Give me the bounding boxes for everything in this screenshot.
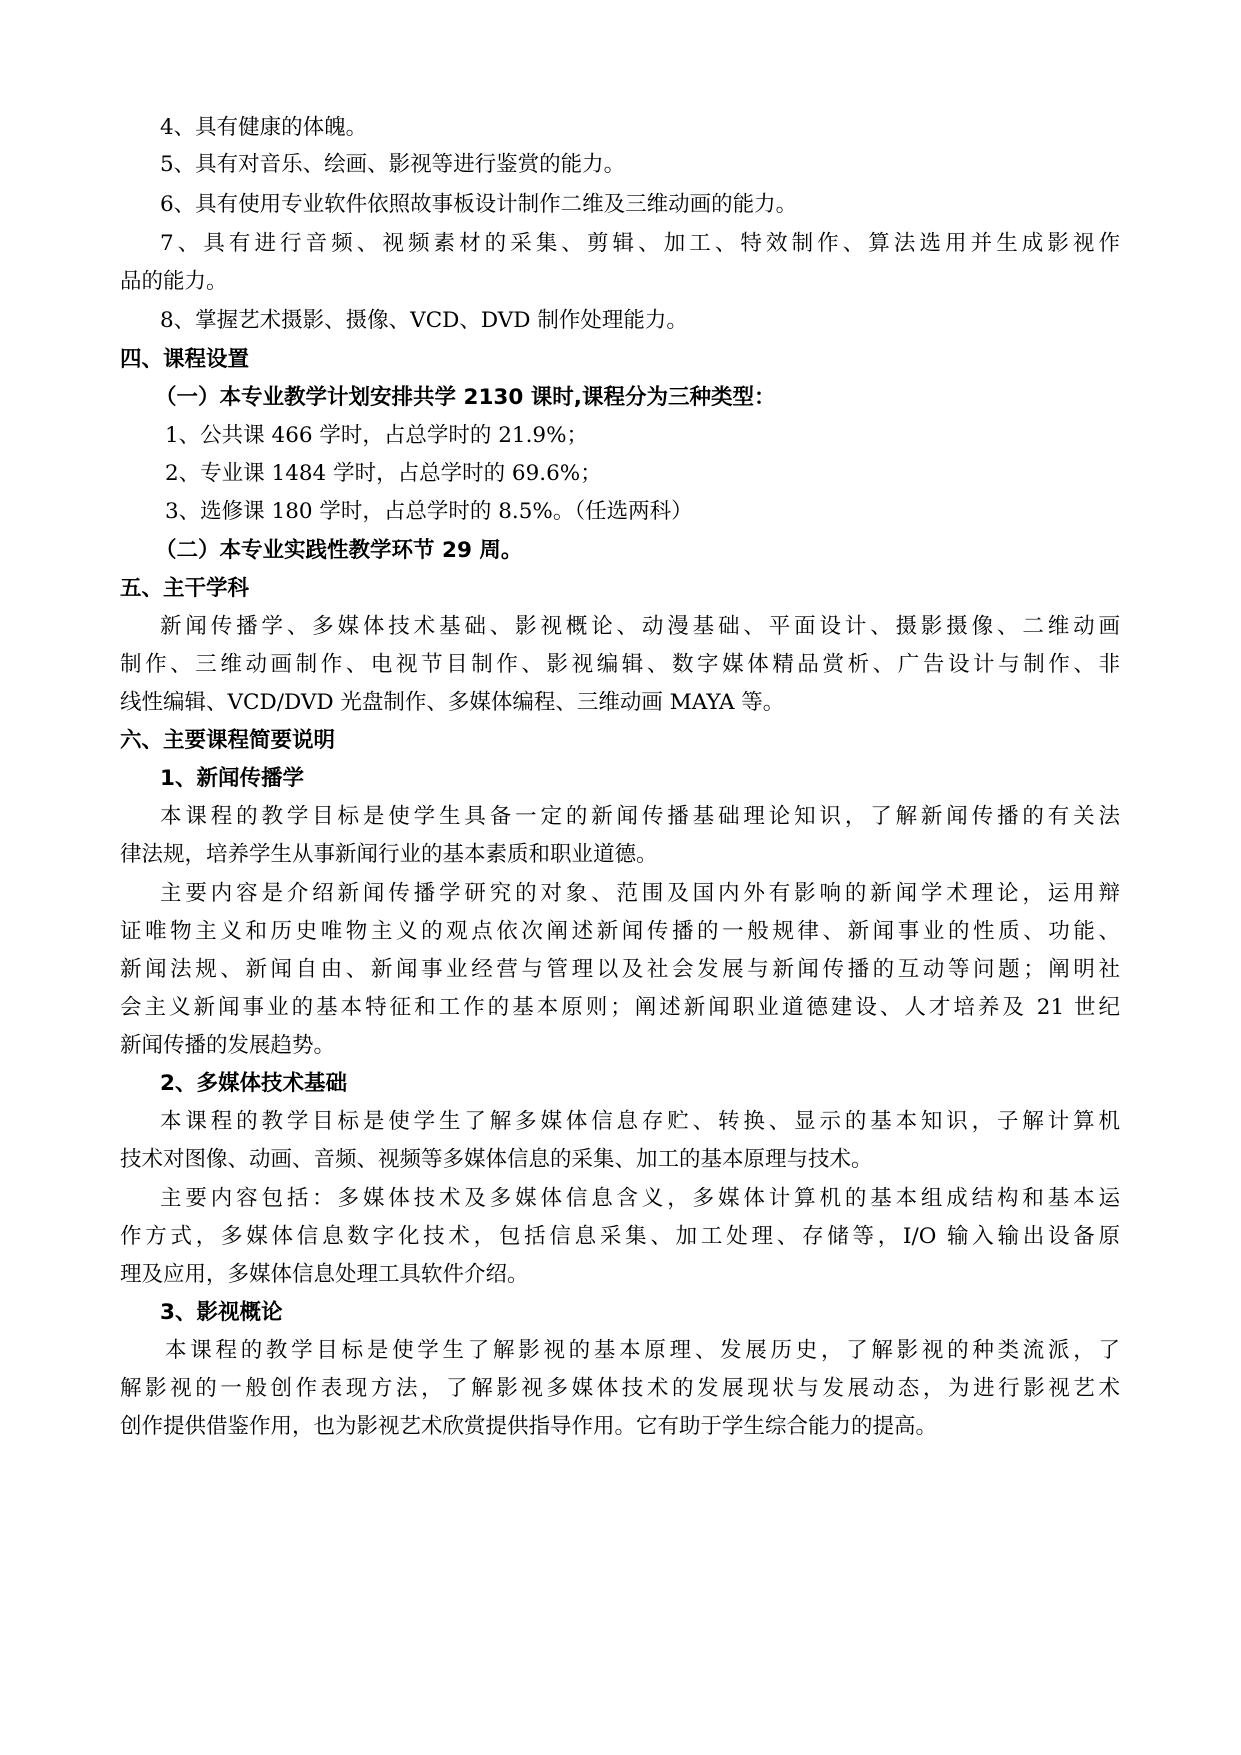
paragraph-line: 本课程的教学目标是使学生具备一定的新闻传播基础理论知识，了解新闻传播的有关法 [160,804,1120,829]
paragraph-line: 理及应用，多媒体信息处理工具软件介绍。 [120,1262,529,1287]
section-heading: 四、课程设置 [120,347,250,372]
paragraph-line: 新闻法规、新闻自由、新闻事业经营与管理以及社会发展与新闻传播的互动等问题；阐明社 [120,957,1120,982]
list-item: 7、具有进行音频、视频素材的采集、剪辑、加工、特效制作、算法选用并生成影视作 [160,231,1120,256]
list-item: 4、具有健康的体魄。 [160,115,368,140]
section-heading: 五、主干学科 [120,576,250,601]
list-item-continuation: 品的能力。 [120,269,228,294]
subsection-heading: （一）本专业教学计划安排共学 2130 课时,课程分为三种类型： [155,385,776,410]
list-item: 5、具有对音乐、绘画、影视等进行鉴赏的能力。 [160,152,626,177]
section-heading: 六、主要课程简要说明 [120,728,336,753]
paragraph-line: 主要内容包括：多媒体技术及多媒体信息含义，多媒体计算机的基本组成结构和基本运 [160,1186,1120,1211]
paragraph-line: 线性编辑、VCD/DVD 光盘制作、多媒体编程、三维动画 MAYA 等。 [120,690,785,715]
paragraph-line: 本课程的教学目标是使学生了解影视的基本原理、发展历史，了解影视的种类流派，了 [165,1338,1120,1363]
course-heading: 2、多媒体技术基础 [160,1071,347,1096]
paragraph-line: 制作、三维动画制作、电视节目制作、影视编辑、数字媒体精品赏析、广告设计与制作、非 [120,652,1120,677]
paragraph-line: 本课程的教学目标是使学生了解多媒体信息存贮、转换、显示的基本知识，子解计算机 [160,1109,1120,1134]
subsection-heading: （二）本专业实践性教学环节 29 周。 [155,538,523,563]
course-heading: 1、新闻传播学 [160,766,304,791]
paragraph-line: 创作提供借鉴作用，也为影视艺术欣赏提供指导作用。它有助于学生综合能力的提高。 [120,1414,938,1439]
paragraph-line: 作方式，多媒体信息数字化技术，包括信息采集、加工处理、存储等，I/O 输入输出设备原 [120,1224,1120,1249]
list-item: 8、掌握艺术摄影、摄像、VCD、DVD 制作处理能力。 [160,308,688,333]
list-item: 1、公共课 466 学时，占总学时的 21.9%； [165,423,589,448]
list-item: 6、具有使用专业软件依照故事板设计制作二维及三维动画的能力。 [160,192,798,217]
paragraph-line: 会主义新闻事业的基本特征和工作的基本原则；阐述新闻职业道德建设、人才培养及 21 世纪 [120,995,1120,1020]
list-item: 3、选修课 180 学时，占总学时的 8.5%。（任选两科） [165,499,693,524]
paragraph-line: 新闻传播学、多媒体技术基础、影视概论、动漫基础、平面设计、摄影摄像、二维动画 [160,614,1120,639]
list-item: 2、专业课 1484 学时，占总学时的 69.6%； [165,461,602,486]
paragraph-line: 律法规，培养学生从事新闻行业的基本素质和职业道德。 [120,842,658,867]
paragraph-line: 解影视的一般创作表现方法，了解影视多媒体技术的发展现状与发展动态，为进行影视艺术 [120,1376,1120,1401]
paragraph-line: 证唯物主义和历史唯物主义的观点依次阐述新闻传播的一般规律、新闻事业的性质、功能、 [120,919,1120,944]
course-heading: 3、影视概论 [160,1300,283,1325]
paragraph-line: 主要内容是介绍新闻传播学研究的对象、范围及国内外有影响的新闻学术理论，运用辩 [160,881,1120,906]
paragraph-line: 技术对图像、动画、音频、视频等多媒体信息的采集、加工的基本原理与技术。 [120,1147,873,1172]
paragraph-line: 新闻传播的发展趋势。 [120,1033,336,1058]
